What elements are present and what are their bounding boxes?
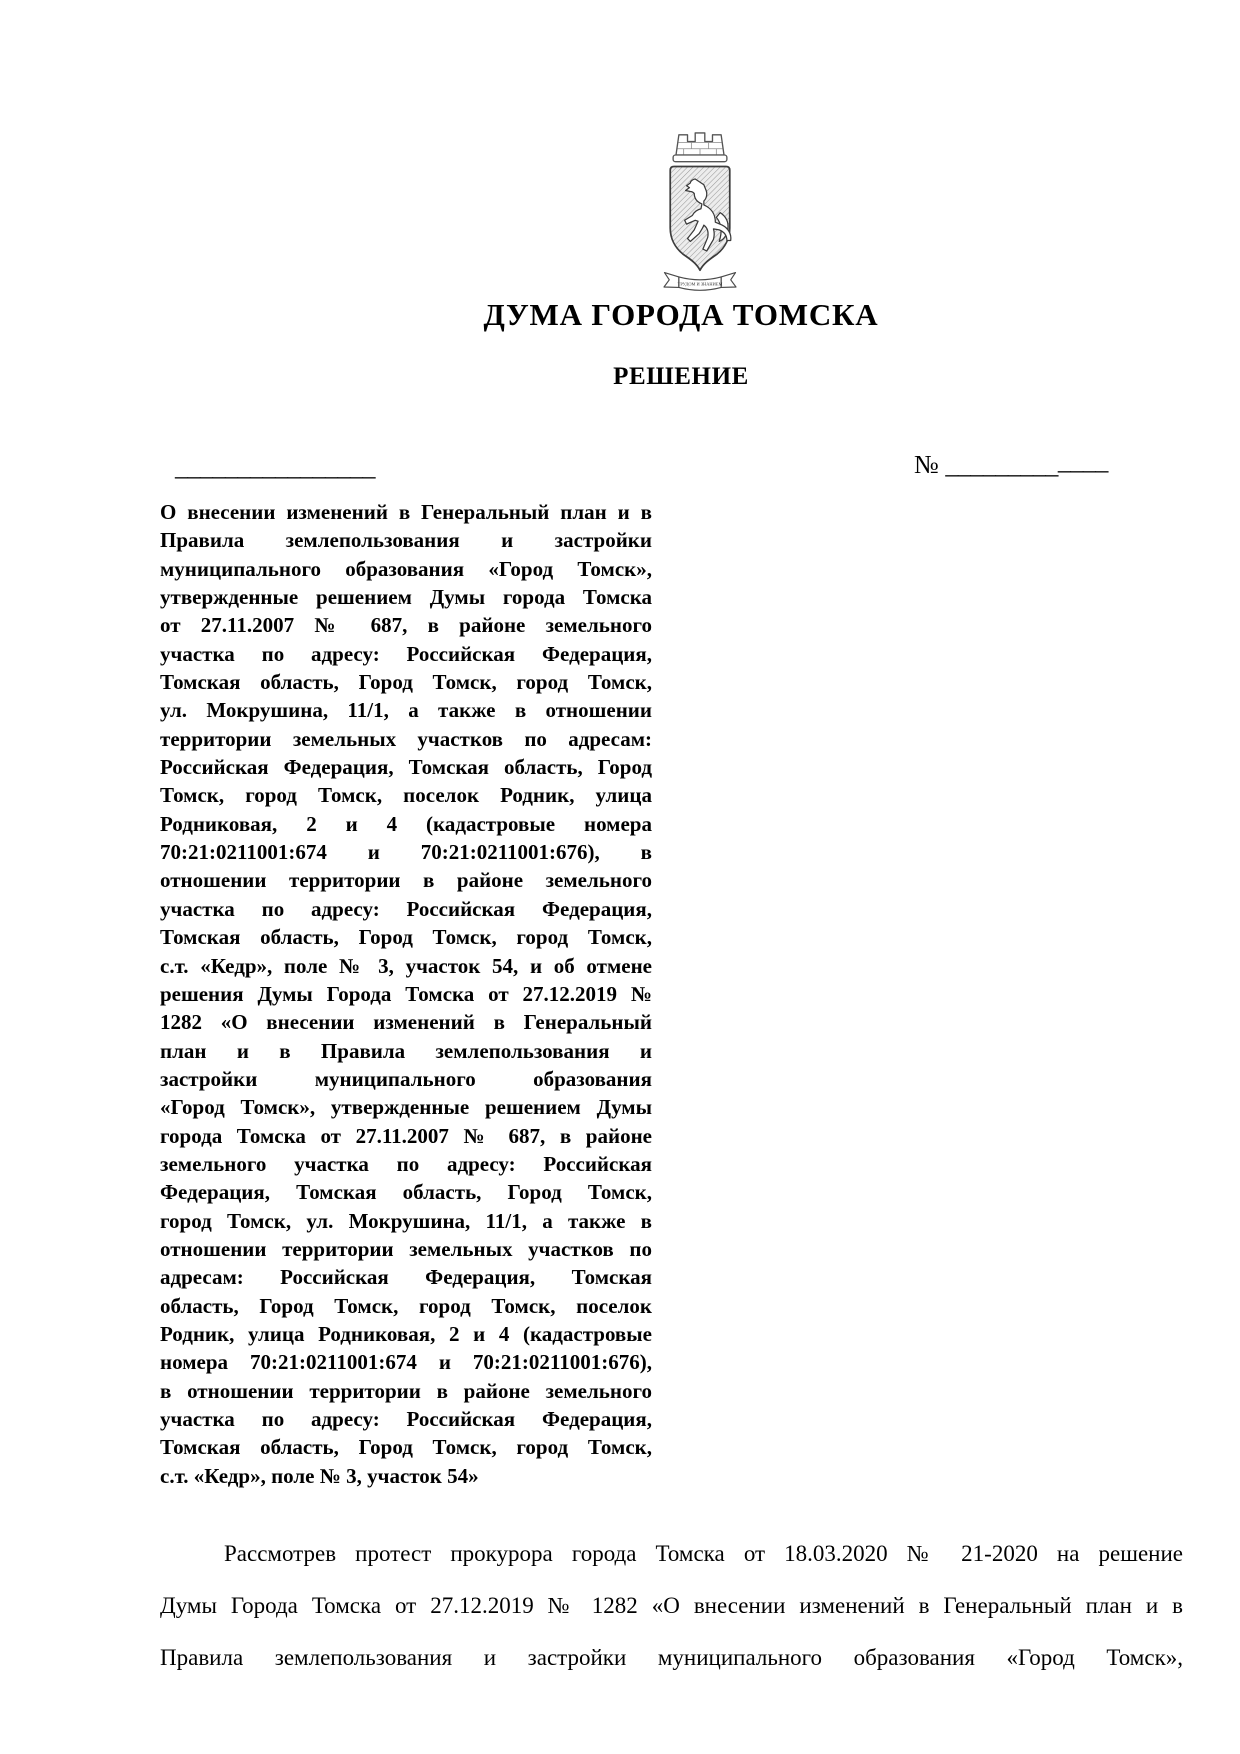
resolution-title-line: адресам: Российская Федерация, Томская bbox=[160, 1265, 652, 1290]
resolution-title-line: в отношении территории в районе земельного bbox=[160, 1378, 652, 1403]
resolution-title-line: Томская область, Город Томск, город Томск, bbox=[160, 925, 652, 950]
resolution-title-line: план и в Правила землепользования и bbox=[160, 1038, 652, 1063]
resolution-title-line: 1282 «О внесении изменений в Генеральный bbox=[160, 1010, 652, 1035]
tomsk-coat-of-arms bbox=[652, 124, 748, 306]
resolution-title-line: участка по адресу: Российская Федерация, bbox=[160, 1407, 652, 1431]
resolution-title-line: Родниковая, 2 и 4 (кадастровые номера bbox=[160, 811, 652, 836]
resolution-title-line: Томская область, Город Томск, город Томск, bbox=[160, 1435, 652, 1460]
shield-icon bbox=[670, 167, 731, 271]
resolution-title-line: территории земельных участков по адресам: bbox=[160, 726, 652, 751]
resolution-title-line: Томск, город Томск, поселок Родник, улица bbox=[160, 783, 652, 808]
resolution-title-line: номера 70:21:0211001:674 и 70:21:0211001:676), bbox=[160, 1350, 652, 1375]
resolution-title-line: отношении территории в районе земельного bbox=[160, 868, 652, 893]
date-blank-line: ________________ bbox=[175, 452, 375, 481]
mural-crown-icon bbox=[673, 133, 727, 162]
resolution-title-line: Родник, улица Родниковая, 2 и 4 (кадастровые bbox=[160, 1321, 652, 1346]
resolution-title-line: участка по адресу: Российская Федерация, bbox=[160, 896, 652, 921]
resolution-title-line: Федерация, Томская область, Город Томск, bbox=[160, 1180, 652, 1205]
resolution-title-line: муниципального образования «Город Томск», bbox=[160, 556, 652, 581]
resolution-title-line: с.т. «Кедр», поле № 3, участок 54, и об отмене bbox=[160, 953, 652, 978]
resolution-title-line: «Город Томск», утвержденные решением Думы bbox=[160, 1095, 652, 1120]
resolution-title-line: Томская область, Город Томск, город Томск, bbox=[160, 670, 652, 695]
resolution-title-line: утвержденные решением Думы города Томска bbox=[160, 585, 652, 610]
resolution-title-line: О внесении изменений в Генеральный план и в bbox=[160, 500, 652, 524]
body-paragraph bbox=[160, 1528, 1183, 1684]
number-blank-line-2: ____ bbox=[1057, 446, 1108, 475]
resolution-title-block bbox=[160, 498, 652, 1490]
document-type-title: РЕШЕНИЕ bbox=[613, 363, 749, 390]
resolution-title-line: 70:21:0211001:674 и 70:21:0211001:676), в bbox=[160, 840, 652, 865]
resolution-title-line: Российская Федерация, Томская область, Город bbox=[160, 755, 652, 780]
resolution-title-line: ул. Мокрушина, 11/1, а также в отношении bbox=[160, 698, 652, 723]
body-text-line: Думы Города Томска от 27.12.2019 № 1282 «О внесении изменений в Генеральный план и в bbox=[160, 1593, 1183, 1618]
body-text-line: Рассмотрев протест прокурора города Томска от 18.03.2020 № 21-2020 на решение bbox=[224, 1541, 1183, 1566]
motto-text: ТРУДОМ И ЗНАНИЕМ bbox=[677, 281, 723, 287]
resolution-title-line: Правила землепользования и застройки bbox=[160, 528, 652, 553]
resolution-title-line: земельного участка по адресу: Российская bbox=[160, 1151, 652, 1176]
numero-sign: № bbox=[914, 450, 946, 479]
resolution-title-line: область, Город Томск, город Томск, поселок bbox=[160, 1293, 652, 1318]
resolution-title-line: город Томск, ул. Мокрушина, 11/1, а также в bbox=[160, 1208, 652, 1233]
body-text-line: Правила землепользования и застройки муниципального образования «Город Томск», bbox=[160, 1645, 1183, 1670]
resolution-title-line: с.т. «Кедр», поле № 3, участок 54» bbox=[160, 1463, 479, 1488]
resolution-title-line: участка по адресу: Российская Федерация, bbox=[160, 641, 652, 666]
resolution-title-line: застройки муниципального образования bbox=[160, 1066, 652, 1091]
resolution-title-line: города Томска от 27.11.2007 № 687, в районе bbox=[160, 1123, 652, 1148]
resolution-title-line: решения Думы Города Томска от 27.12.2019 № bbox=[160, 981, 652, 1006]
document-number-area bbox=[914, 446, 1108, 480]
organization-title: ДУМА ГОРОДА ТОМСКА bbox=[483, 297, 879, 332]
resolution-title-line: отношении территории земельных участков по bbox=[160, 1236, 652, 1261]
number-blank-line: _________ bbox=[945, 450, 1058, 479]
motto-ribbon bbox=[664, 273, 736, 291]
resolution-title-line: от 27.11.2007 № 687, в районе земельного bbox=[160, 613, 652, 638]
